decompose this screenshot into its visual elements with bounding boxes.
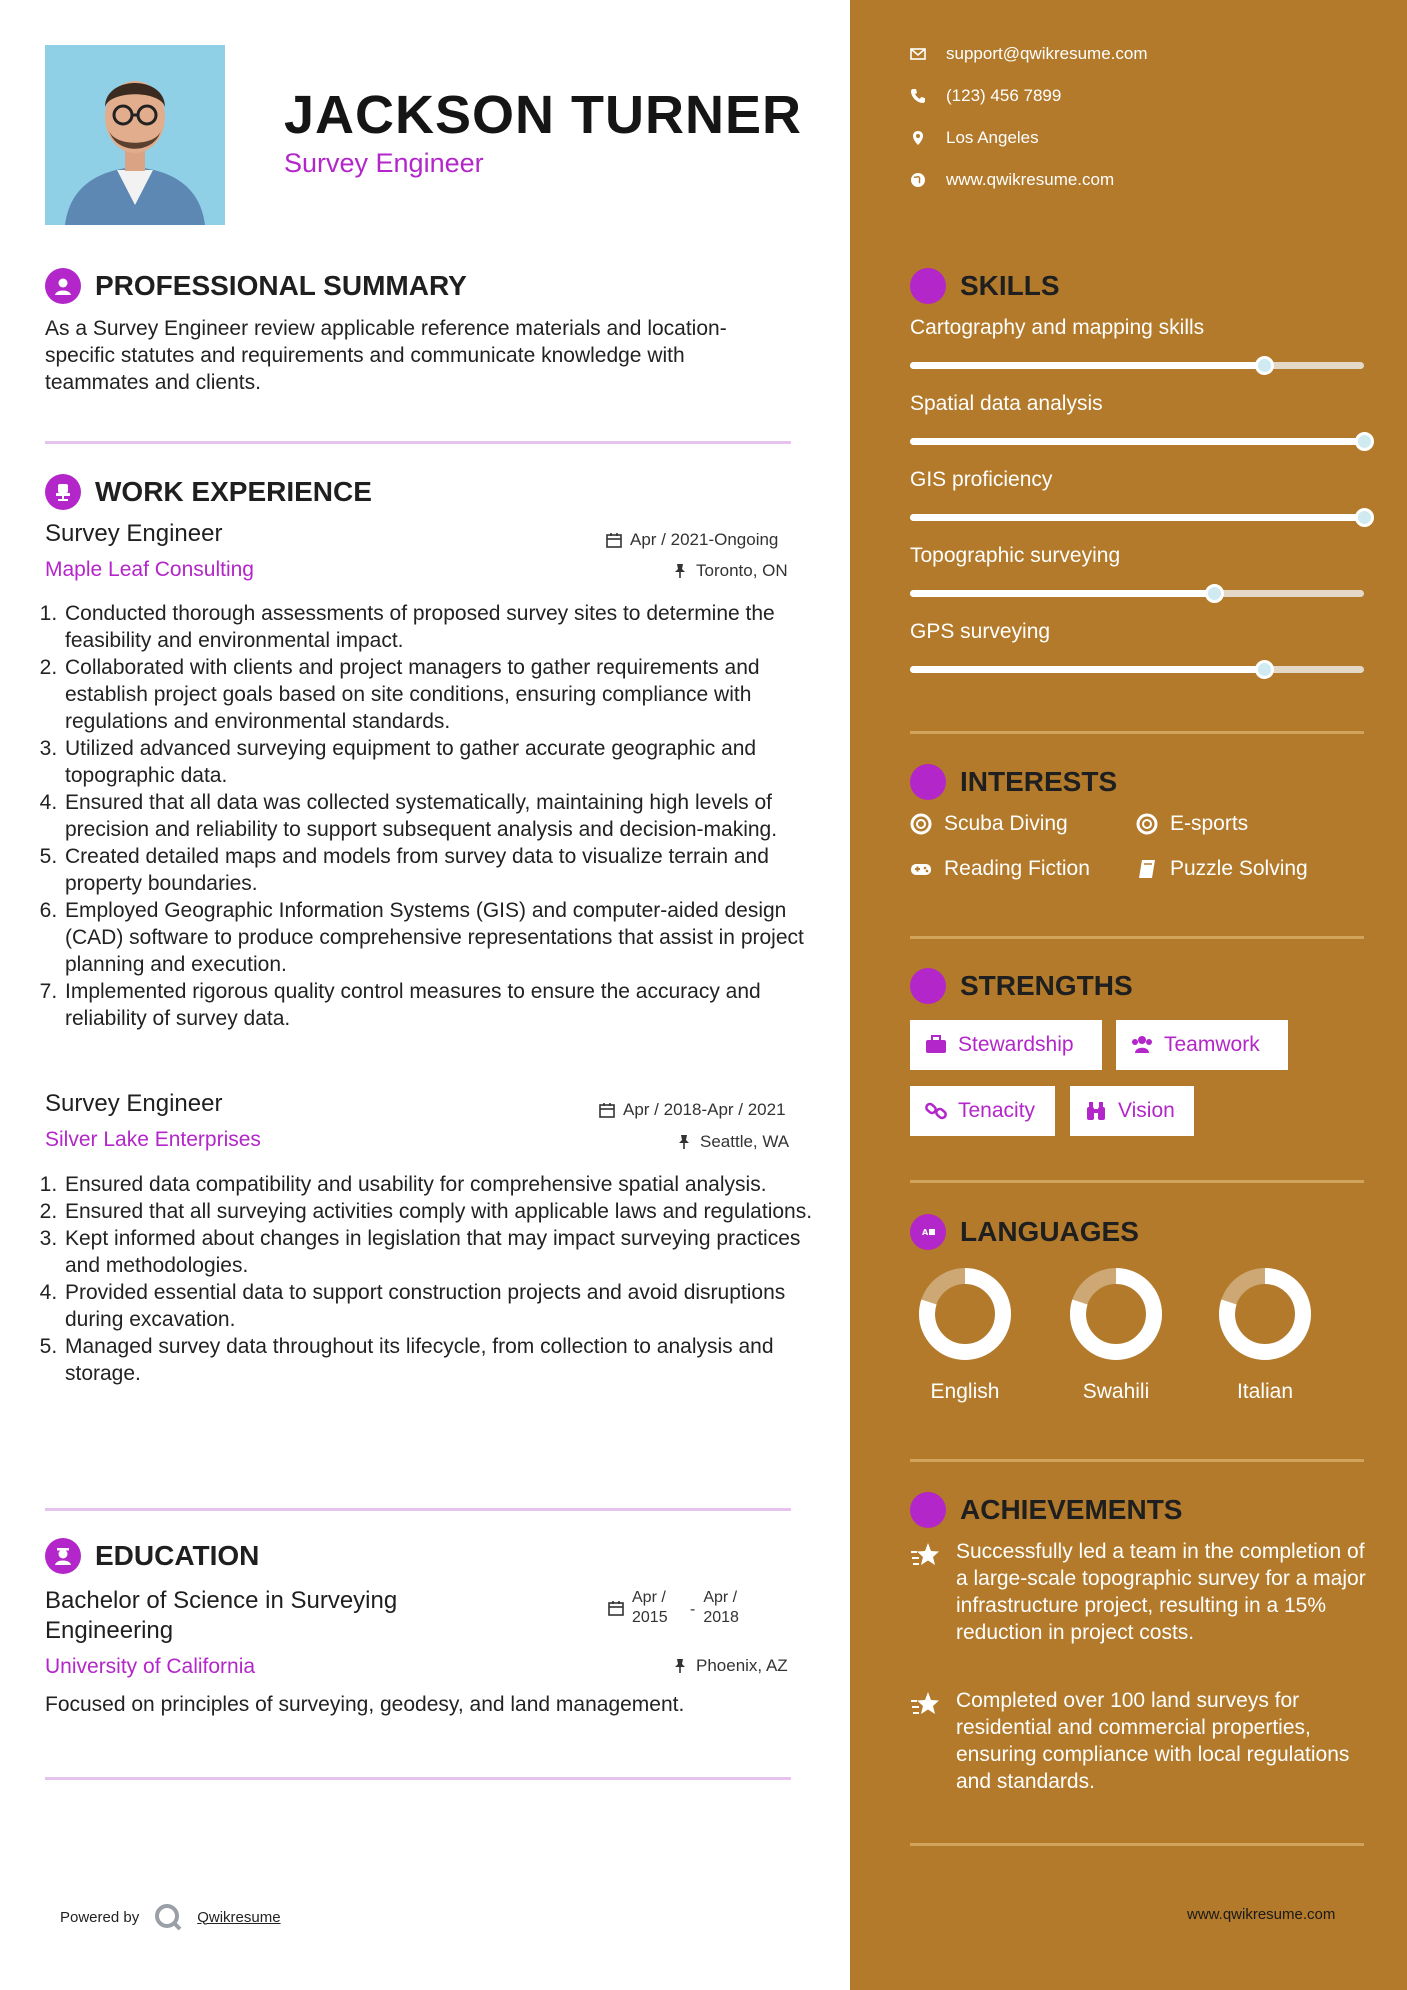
education-start: Apr / 2015 <box>632 1589 668 1626</box>
interest-label: Scuba Diving <box>944 812 1068 835</box>
candidate-name: JACKSON TURNER <box>284 85 803 145</box>
binoculars-icon <box>1084 1099 1108 1123</box>
language-label: English <box>930 1380 1000 1403</box>
life-ring-icon <box>910 813 932 835</box>
language-ring <box>917 1266 1013 1362</box>
language-ring <box>1068 1266 1164 1362</box>
contact-location <box>910 128 1039 148</box>
skill-bar <box>910 362 1364 369</box>
language-item <box>1205 1266 1325 1404</box>
achievement-item <box>910 1538 1370 1646</box>
job-dates-text: Apr / 2018-Apr / 2021 <box>623 1100 786 1119</box>
divider <box>910 731 1364 734</box>
skill-knob <box>1255 660 1274 679</box>
duty-item: 4. Ensured that all data was collected systematically, maintaining high levels of precision and reliability to support subsequent analysis and decision-making. <box>63 789 823 843</box>
interests-heading-text: INTERESTS <box>960 766 1118 797</box>
svg-text:A: A <box>922 1228 929 1237</box>
job-location-text: Seattle, WA <box>700 1132 790 1151</box>
work-heading <box>45 474 372 510</box>
candidate-title: Survey Engineer <box>284 148 484 178</box>
skill-fill <box>910 514 1364 521</box>
language-label: Italian <box>1236 1380 1294 1403</box>
pin-icon <box>672 563 688 579</box>
job-dates-text: Apr / 2021-Ongoing <box>630 530 779 549</box>
duty-item: 7. Implemented rigorous quality control measures to ensure the accuracy and reliability of survey data. <box>63 978 823 1032</box>
skill-label: Cartography and mapping skills <box>910 316 1205 339</box>
language-ring <box>1217 1266 1313 1362</box>
powered-by <box>60 1902 281 1932</box>
briefcase-icon <box>924 1033 948 1057</box>
interest-item <box>1136 857 1308 881</box>
contact-email-text: support@qwikresume.com <box>946 44 1148 63</box>
divider <box>45 1777 791 1780</box>
book-icon <box>1136 858 1158 880</box>
job-title: Survey Engineer <box>45 1090 223 1117</box>
divider <box>45 1508 791 1511</box>
interest-item <box>910 857 1090 881</box>
school-name: University of California <box>45 1655 256 1678</box>
education-heading-text: EDUCATION <box>95 1540 260 1571</box>
job-title: Survey Engineer <box>45 520 223 547</box>
interest-label: E-sports <box>1170 812 1249 835</box>
skills-heading <box>910 268 1060 304</box>
star-badge-icon <box>910 1492 946 1528</box>
divider <box>910 936 1364 939</box>
strengths-heading <box>910 968 1133 1004</box>
skill-knob <box>1255 356 1274 375</box>
date-separator: - <box>690 1601 696 1618</box>
summary-heading <box>45 268 467 304</box>
summary-heading-text: PROFESSIONAL SUMMARY <box>95 270 467 301</box>
skill-bar <box>910 514 1364 521</box>
job-location <box>672 561 788 581</box>
strengths-heading-text: STRENGTHS <box>960 970 1133 1001</box>
skill-bar <box>910 590 1364 597</box>
education-description: Focused on principles of surveying, geodesy, and land management. <box>45 1693 685 1716</box>
interest-label: Reading Fiction <box>944 857 1090 880</box>
calendar-icon <box>606 532 622 548</box>
language-item <box>905 1266 1025 1404</box>
duty-item: 1. Conducted thorough assessments of proposed survey sites to determine the feasibility and environmental impact. <box>63 600 823 654</box>
calendar-icon <box>599 1102 615 1118</box>
language-label: Swahili <box>1082 1380 1150 1403</box>
strength-label: Tenacity <box>958 1099 1036 1122</box>
contact-website-text: www.qwikresume.com <box>946 170 1115 189</box>
duties-list <box>45 600 823 1032</box>
strength-chip <box>1116 1020 1288 1070</box>
strength-label: Teamwork <box>1164 1033 1260 1056</box>
brand-link[interactable]: Qwikresume <box>197 1908 281 1926</box>
duty-item: 6. Employed Geographic Information Systems (GIS) and computer-aided design (CAD) software to produce comprehensive representations that assist in project planning and execution. <box>63 897 823 978</box>
duty-item: 5. Created detailed maps and models from survey data to visualize terrain and property boundaries. <box>63 843 823 897</box>
education-dates <box>608 1588 753 1628</box>
strength-chip <box>1070 1086 1194 1136</box>
pin-icon <box>672 1658 688 1674</box>
achievements-heading <box>910 1492 1182 1528</box>
skill-knob <box>1355 432 1374 451</box>
divider <box>45 441 791 444</box>
skill-label: Topographic surveying <box>910 544 1121 567</box>
skill-label: GIS proficiency <box>910 468 1053 491</box>
job-location-text: Toronto, ON <box>696 561 788 580</box>
divider <box>910 1180 1364 1183</box>
education-heading <box>45 1538 259 1574</box>
fist-icon <box>910 968 946 1004</box>
languages-heading-text: LANGUAGES <box>960 1216 1139 1247</box>
achievement-text: Completed over 100 land surveys for residential and commercial properties, ensuring compliance with local regulations and standards. <box>956 1689 1350 1793</box>
job-location <box>676 1132 789 1152</box>
duty-item: 1. Ensured data compatibility and usability for comprehensive spatial analysis. <box>63 1171 823 1198</box>
calendar-icon <box>608 1600 624 1616</box>
education-end: Apr / 2018 <box>703 1589 739 1626</box>
pin-icon <box>676 1134 692 1150</box>
duty-item: 2. Collaborated with clients and project managers to gather requirements and establish project goals based on site conditions, ensuring compliance with regulations and environmental standards. <box>63 654 823 735</box>
interest-label: Puzzle Solving <box>1170 857 1308 880</box>
achievements-heading-text: ACHIEVEMENTS <box>960 1494 1183 1525</box>
achievement-text: Successfully led a team in the completion of a large-scale topographic survey for a major infrastructure project, resulting in a 15% reduction in project costs. <box>956 1540 1366 1644</box>
gamepad-icon <box>910 858 932 880</box>
contact-phone[interactable] <box>910 86 1061 106</box>
graduate-icon <box>45 1538 81 1574</box>
qwikresume-logo-icon <box>153 1902 183 1932</box>
interest-item <box>910 812 1068 836</box>
languages-heading <box>910 1214 1139 1250</box>
education-location <box>672 1656 788 1676</box>
job-dates <box>606 530 778 550</box>
strength-label: Vision <box>1118 1099 1175 1122</box>
map-marker-icon <box>910 130 926 146</box>
education-location-text: Phoenix, AZ <box>696 1656 788 1675</box>
paper-plane-icon <box>910 764 946 800</box>
star-icon <box>910 1540 942 1572</box>
phone-icon <box>910 88 926 104</box>
strength-chip <box>910 1086 1055 1136</box>
contact-website[interactable] <box>910 170 1114 190</box>
profile-photo <box>45 45 225 225</box>
skill-fill <box>910 362 1264 369</box>
strength-chip <box>910 1020 1102 1070</box>
duties-list <box>45 1171 823 1387</box>
contact-email[interactable] <box>910 44 1148 64</box>
degree: Bachelor of Science in Surveying Engineering <box>45 1587 398 1644</box>
chair-icon <box>45 474 81 510</box>
language-icon <box>910 1214 946 1250</box>
duty-item: 2. Ensured that all surveying activities comply with applicable laws and regulations. <box>63 1198 823 1225</box>
globe-icon <box>910 172 926 188</box>
duty-item: 5. Managed survey data throughout its lifecycle, from collection to analysis and storage. <box>63 1333 823 1387</box>
strength-label: Stewardship <box>958 1033 1074 1056</box>
star-icon <box>910 1689 942 1721</box>
link-icon <box>924 1099 948 1123</box>
work-heading-text: WORK EXPERIENCE <box>95 476 372 507</box>
contact-phone-text: (123) 456 7899 <box>946 86 1062 105</box>
interest-item <box>1136 812 1248 836</box>
skill-fill <box>910 438 1364 445</box>
user-icon <box>45 268 81 304</box>
summary-text: As a Survey Engineer review applicable reference materials and location-specific statutes and requirements and communicate knowledge with teammates and clients. <box>45 317 727 394</box>
skill-fill <box>910 666 1264 673</box>
envelope-icon <box>910 46 926 62</box>
skill-label: Spatial data analysis <box>910 392 1103 415</box>
skill-label: GPS surveying <box>910 620 1051 643</box>
lightbulb-icon <box>910 268 946 304</box>
skill-bar <box>910 438 1364 445</box>
company-name: Maple Leaf Consulting <box>45 558 254 581</box>
duty-item: 3. Kept informed about changes in legislation that may impact surveying practices and methodologies. <box>63 1225 823 1279</box>
skills-heading-text: SKILLS <box>960 270 1060 301</box>
skill-fill <box>910 590 1214 597</box>
job-dates <box>599 1100 786 1120</box>
life-ring-icon <box>1136 813 1158 835</box>
duty-item: 4. Provided essential data to support construction projects and avoid disruptions during excavation. <box>63 1279 823 1333</box>
footer-website[interactable]: www.qwikresume.com <box>1187 1906 1336 1923</box>
company-name: Silver Lake Enterprises <box>45 1128 261 1151</box>
skill-knob <box>1355 508 1374 527</box>
powered-by-text: Powered by <box>60 1908 140 1926</box>
divider <box>910 1843 1364 1846</box>
divider <box>910 1459 1364 1462</box>
duty-item: 3. Utilized advanced surveying equipment to gather accurate geographic and topographic data. <box>63 735 823 789</box>
contact-location-text: Los Angeles <box>946 128 1039 147</box>
language-item <box>1056 1266 1176 1404</box>
skill-bar <box>910 666 1364 673</box>
achievement-item <box>910 1687 1370 1795</box>
users-icon <box>1130 1033 1154 1057</box>
interests-heading <box>910 764 1117 800</box>
